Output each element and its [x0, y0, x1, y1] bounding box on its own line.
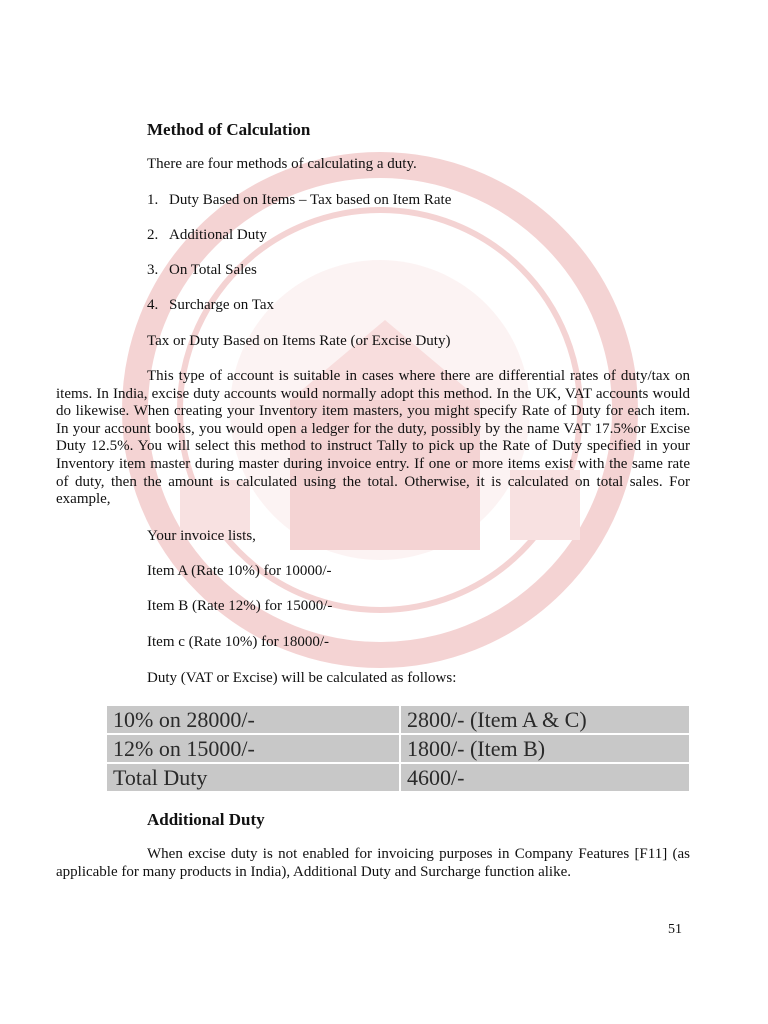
table-cell: 1800/- (Item B) [400, 734, 690, 763]
method-number: 4. [147, 297, 159, 313]
method-item [147, 297, 274, 314]
subheading: Tax or Duty Based on Items Rate (or Excise Duty) [147, 333, 451, 349]
table-cell: 2800/- (Item A & C) [400, 705, 690, 734]
method-number: 2. [147, 227, 159, 243]
method-item [147, 192, 451, 209]
method-item [147, 262, 257, 279]
method-number: 1. [147, 192, 159, 208]
table-cell: 10% on 28000/- [106, 705, 400, 734]
section-title: Method of Calculation [147, 120, 311, 139]
intro-text: There are four methods of calculating a duty. [147, 156, 417, 172]
method-item [147, 227, 267, 244]
table-row [106, 705, 690, 734]
method-text: Duty Based on Items – Tax based on Item Rate [169, 192, 452, 208]
method-text: Additional Duty [169, 227, 267, 243]
calc-intro: Duty (VAT or Excise) will be calculated as follows: [147, 670, 457, 686]
method-text: On Total Sales [169, 262, 257, 278]
table-row [106, 734, 690, 763]
duty-table [105, 704, 691, 793]
table-cell: Total Duty [106, 763, 400, 792]
table-cell: 4600/- [400, 763, 690, 792]
method-text: Surcharge on Tax [169, 297, 275, 313]
invoice-item: Item c (Rate 10%) for 18000/- [147, 634, 330, 650]
section2-title: Additional Duty [147, 810, 265, 829]
invoice-item: Item A (Rate 10%) for 10000/- [147, 563, 332, 579]
invoice-item: Item B (Rate 12%) for 15000/- [147, 598, 333, 614]
table-cell: 12% on 15000/- [106, 734, 400, 763]
page-number: 51 [668, 922, 682, 937]
section2-paragraph: When excise duty is not enabled for invoicing purposes in Company Features [F11] (as applicable for many products in India), Additional Duty and Surcharge function alike. [56, 846, 690, 880]
table-row [106, 763, 690, 792]
method-number: 3. [147, 262, 159, 278]
body-paragraph: This type of account is suitable in cases where there are differential rates of duty/tax on items. In India, excise duty accounts would normally adopt this method. In the UK, VAT accounts would do likewise. When creating your Inventory item masters, you might specify Rate of Duty for each item. In your account books, you would open a ledger for the duty, possibly by the name VAT 17.5%or Excise Duty 12.5%. You will select this method to instruct Tally to pick up the Rate of Duty specified in your Inventory item master during master during invoice entry. If one or more items exist with the same rate of duty, then the amount is calculated using the total. Otherwise, it is calculated on total sales. For example, [56, 368, 690, 508]
invoice-intro: Your invoice lists, [147, 528, 256, 544]
